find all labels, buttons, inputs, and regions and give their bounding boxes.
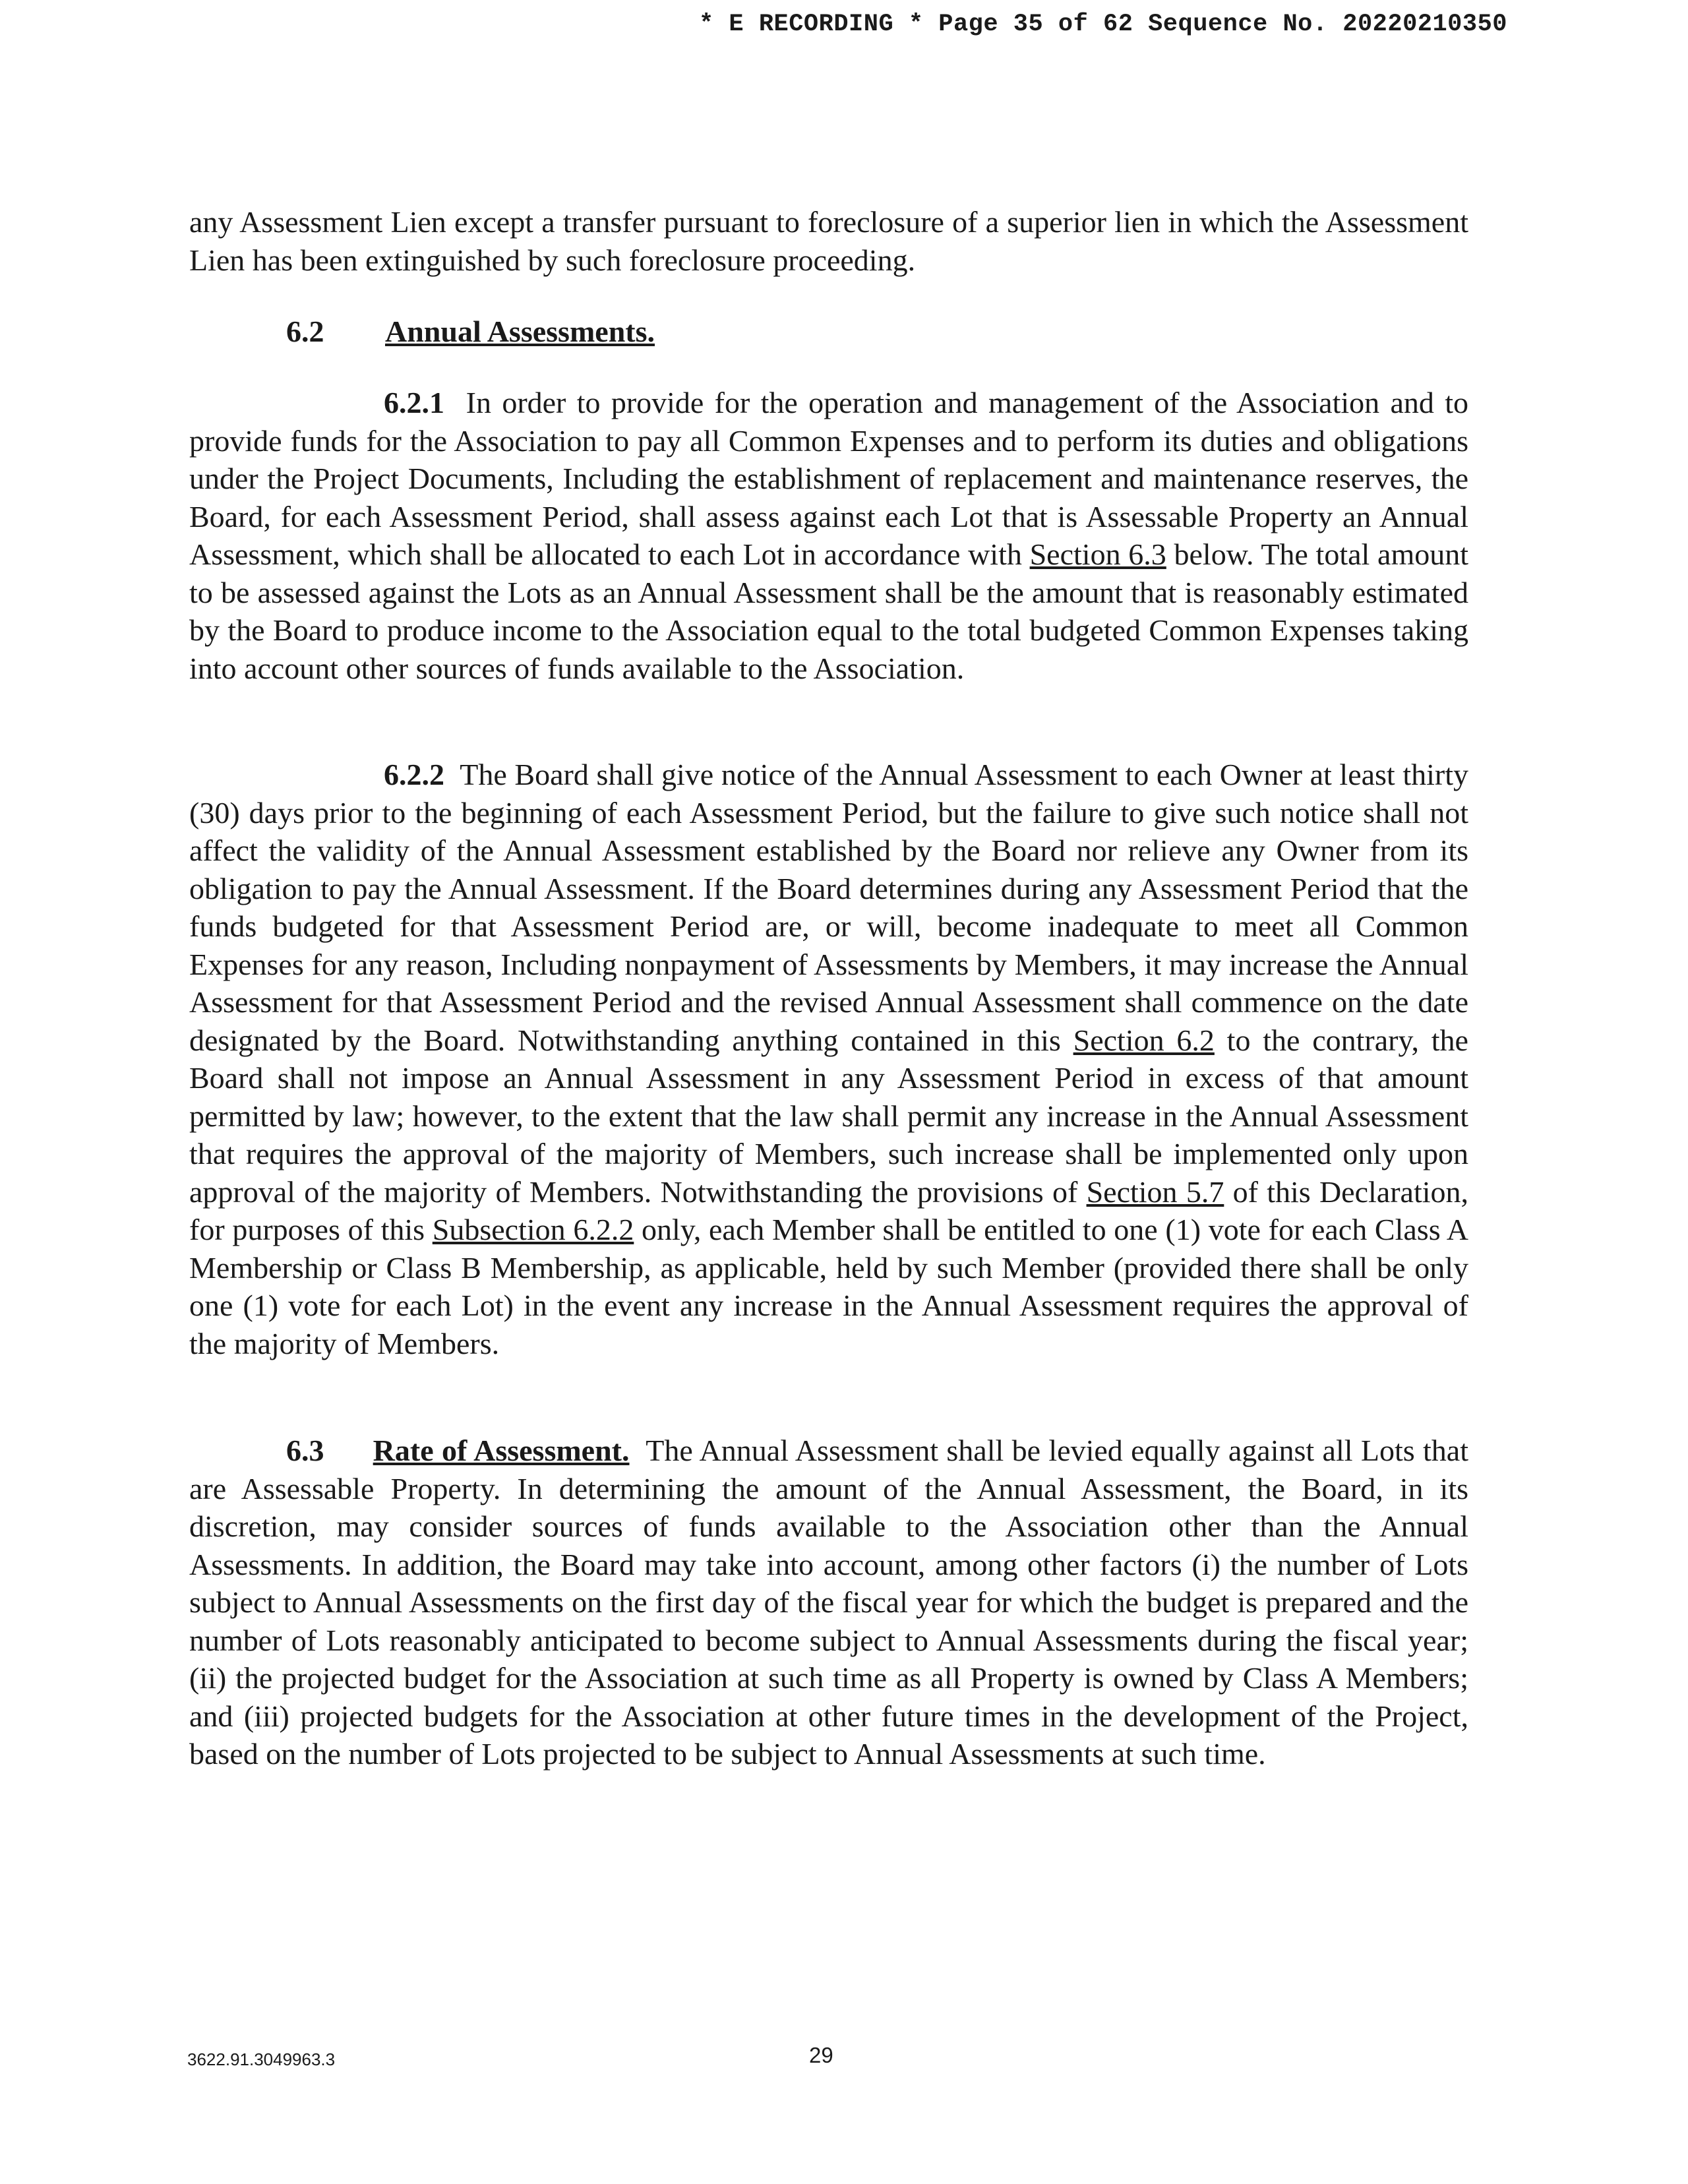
subsection-6-2-1 bbox=[189, 384, 1468, 687]
page-number: 29 bbox=[809, 2043, 833, 2067]
subsection-6-2-1-text-a: In order to provide for the operation and management of the Association and to provide funds for the Association to pay all Common Expenses and to perform its duties and obligations under the Project Documents, Including the establishment of replacement and maintenance reserves, the Board, for each Assessment Period, shall assess against each Lot that is Assessable Property an Annual Assessment, which shall be allocated to each Lot in accordance with bbox=[189, 386, 1469, 571]
section-5-7-reference: Section 5.7 bbox=[1086, 1174, 1224, 1209]
section-6-3-title: Rate of Assessment. bbox=[373, 1434, 630, 1467]
subsection-6-2-2-text-c: of this Declaration, for purposes of this bbox=[189, 1174, 1469, 1246]
section-6-2-heading bbox=[286, 314, 655, 349]
section-6-3-number: 6.3 bbox=[286, 1434, 324, 1467]
subsection-6-2-2 bbox=[189, 756, 1468, 1362]
subsection-6-2-2-number: 6.2.2 bbox=[384, 758, 444, 791]
section-6-2-title: Annual Assessments. bbox=[385, 315, 655, 348]
section-6-3-reference: Section 6.3 bbox=[1029, 537, 1166, 571]
subsection-6-2-1-number: 6.2.1 bbox=[384, 386, 444, 419]
section-6-3 bbox=[189, 1432, 1468, 1773]
subsection-6-2-1-text-b: below. The total amount to be assessed against the Lots as an Annual Assessment shall be the amount that is reasonably estimated by the Board to produce income to the Association equal to the total budgeted Common Expenses taking into account other sources of funds available to the Association. bbox=[189, 537, 1469, 685]
intro-paragraph: any Assessment Lien except a transfer pursuant to foreclosure of a superior lien in which the Assessment Lien has been extinguished by such foreclosure proceeding. bbox=[189, 205, 1468, 277]
section-6-3-text: The Annual Assessment shall be levied equally against all Lots that are Assessable Property. In determining the amount of the Annual Assessment, the Board, in its discretion, may consider sources of funds available to the Association other than the Annual Assessments. In addition, the Board may take into account, among other factors (i) the number of Lots subject to Annual Assessments on the first day of the fiscal year for which the budget is prepared and the number of Lots reasonably anticipated to become subject to Annual Assessments during the fiscal year; (ii) the projected budget for the Association at such time as all Property is owned by Class A Members; and (iii) projected budgets for the Association at other future times in the development of the Project, based on the number of Lots projected to be subject to Annual Assessments at such time. bbox=[189, 1434, 1468, 1771]
recording-stamp: * E RECORDING * Page 35 of 62 Sequence No. 20220210350 bbox=[699, 11, 1507, 38]
subsection-6-2-2-reference: Subsection 6.2.2 bbox=[432, 1213, 634, 1246]
section-6-2-number: 6.2 bbox=[286, 315, 324, 348]
section-6-2-reference: Section 6.2 bbox=[1073, 1023, 1215, 1057]
subsection-6-2-2-text-a: The Board shall give notice of the Annual Assessment to each Owner at least thirty (30) days prior to the beginning of each Assessment Period, but the failure to give such notice shall not affect the validity of the Annual Assessment established by the Board nor relieve any Owner from its obligation to pay the Annual Assessment. If the Board determines during any Assessment Period that the funds budgeted for that Assessment Period are, or will, become inadequate to meet all Common Expenses for any reason, Including nonpayment of Assessments by Members, it may increase the Annual Assessment for that Assessment Period and the revised Annual Assessment shall commence on the date designated by the Board. Notwithstanding anything contained in this bbox=[189, 758, 1469, 1057]
subsection-6-2-2-text-d: only, each Member shall be entitled to one (1) vote for each Class A Membership or Class B Membership, as applicable, held by such Member (provided there shall be only one (1) vote for each Lot) in the event any increase in the Annual Assessment requires the approval of the majority of Members. bbox=[189, 1213, 1468, 1360]
subsection-6-2-2-text-b: to the contrary, the Board shall not impose an Annual Assessment in any Assessment Period in excess of that amount permitted by law; however, to the extent that the law shall permit any increase in the Annual Assessment that requires the approval of the majority of Members, such increase shall be implemented only upon approval of the majority of Members. Notwithstanding the provisions of bbox=[189, 1023, 1468, 1209]
document-id: 3622.91.3049963.3 bbox=[187, 2049, 336, 2069]
